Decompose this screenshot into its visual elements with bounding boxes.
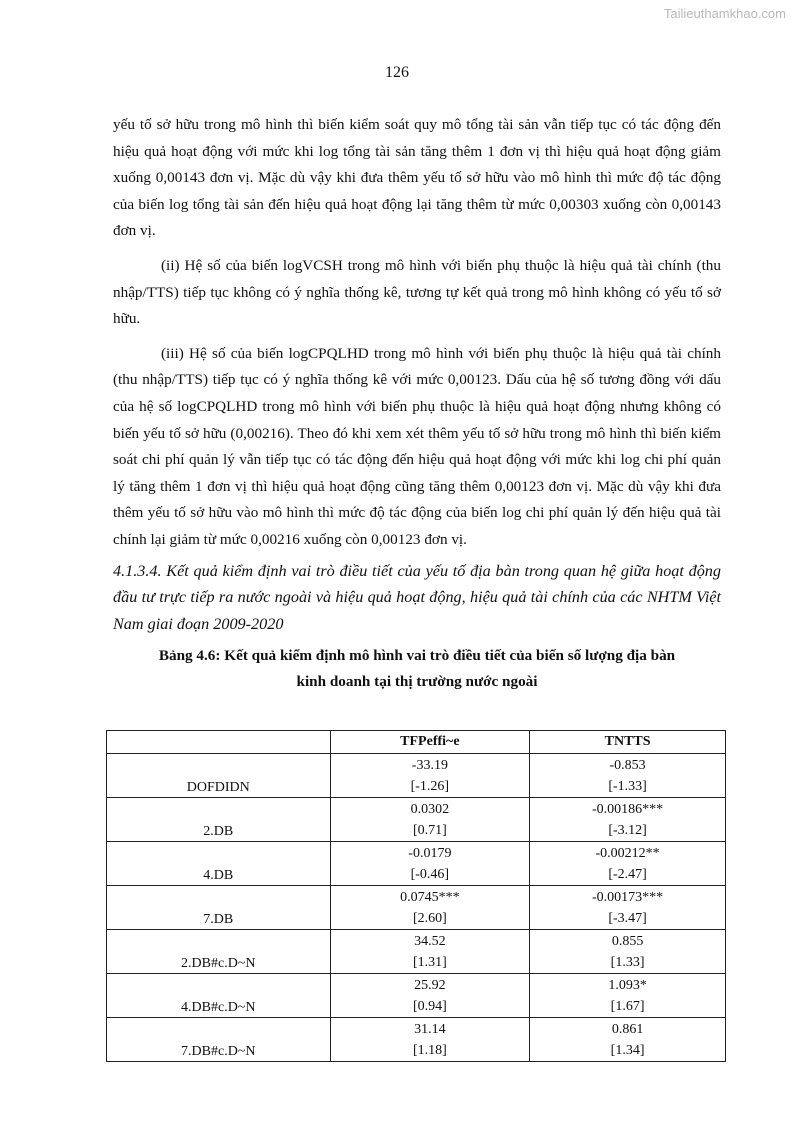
row-variable: 7.DB <box>107 886 331 930</box>
coefficient: -33.19 <box>411 757 448 773</box>
t-statistic: [1.33] <box>610 954 645 970</box>
header-variable <box>107 731 331 754</box>
cell-tntts <box>530 1018 726 1062</box>
cell-tfpeffi <box>330 886 530 930</box>
results-table <box>106 730 726 1062</box>
table-header-row <box>107 731 726 754</box>
t-statistic: [2.60] <box>412 910 447 926</box>
row-variable: 2.DB#c.D~N <box>107 930 331 974</box>
cell-tfpeffi <box>330 930 530 974</box>
cell-tfpeffi <box>330 798 530 842</box>
table-row <box>107 974 726 1018</box>
coefficient: 31.14 <box>414 1021 446 1037</box>
coefficient: -0.00173*** <box>592 889 664 905</box>
row-variable: 7.DB#c.D~N <box>107 1018 331 1062</box>
header-tfpeffi: TFPeffi~e <box>330 731 530 754</box>
table-row <box>107 798 726 842</box>
t-statistic: [1.18] <box>412 1042 447 1058</box>
row-variable: 4.DB <box>107 842 331 886</box>
t-statistic: [-0.46] <box>410 866 450 882</box>
t-statistic: [0.94] <box>412 998 447 1014</box>
table-title-line-1: Bảng 4.6: Kết quả kiểm định mô hình vai trò điều tiết của biến số lượng địa bàn <box>158 647 676 664</box>
t-statistic: [-1.33] <box>608 778 647 794</box>
cell-tfpeffi <box>330 754 530 798</box>
t-statistic: [1.31] <box>412 954 447 970</box>
row-variable: DOFDIDN <box>107 754 331 798</box>
cell-tfpeffi <box>330 842 530 886</box>
section-subheading: 4.1.3.4. Kết quả kiểm định vai trò điều tiết của yếu tố địa bàn trong quan hệ giữa hoạt động đầu tư trực tiếp ra nước ngoài và hiệu quả hoạt động, hiệu quả tài chính của các NHTM Việt Nam giai đoạn 2009-2020 <box>113 561 721 633</box>
table-row <box>107 842 726 886</box>
cell-tfpeffi <box>330 974 530 1018</box>
coefficient: -0.00212** <box>595 845 660 861</box>
table-row <box>107 930 726 974</box>
coefficient: 0.855 <box>611 933 644 949</box>
page-body <box>113 112 721 695</box>
coefficient: 1.093* <box>608 977 647 993</box>
t-statistic: [-2.47] <box>608 866 647 882</box>
cell-tntts <box>530 842 726 886</box>
row-variable: 4.DB#c.D~N <box>107 974 331 1018</box>
cell-tntts <box>530 974 726 1018</box>
coefficient: 34.52 <box>414 933 446 949</box>
header-tntts: TNTTS <box>530 731 726 754</box>
paragraph-item-iii: (iii) Hệ số của biến logCPQLHD trong mô hình với biến phụ thuộc là hiệu quả tài chính (thu nhập/TTS) tiếp tục có ý nghĩa thống kê với mức 0,00123. Dấu của hệ số tương đồng với dấu của hệ số logCPQLHD trong mô hình với biến phụ thuộc là hiệu quả hoạt động nhưng không có biến yếu tố sở hữu (0,00216). Theo đó khi xem xét thêm yếu tố sở hữu trong mô hình thì biến kiểm soát chi phí quản lý vẫn tiếp tục có tác động đến hiệu quả hoạt động với mức khi log chi phí quản lý tăng thêm 1 đơn vị thì hiệu quả hoạt động cũng tăng thêm 0,00123 đơn vị. Mặc dù vậy khi đưa thêm yếu tố sở hữu vào mô hình thì mức độ tác động của biến log chi phí quản lý đến hiệu quả tài chính lại giảm từ mức 0,00216 xuống còn 0,00123 đơn vị. <box>113 344 721 548</box>
coefficient: 0.0302 <box>410 801 450 817</box>
watermark: Tailieuthamkhao.com <box>663 6 786 21</box>
paragraph-continued: yếu tố sở hữu trong mô hình thì biến kiểm soát quy mô tổng tài sản vẫn tiếp tục có tác động đến hiệu quả hoạt động với mức khi log tổng tài sản tăng thêm 1 đơn vị thì hiệu quả hoạt động giảm xuống 0,00143 đơn vị. Mặc dù vậy khi đưa thêm yếu tố sở hữu vào mô hình thì mức độ tác động của biến log tổng tài sản đến hiệu quả hoạt động lại tăng thêm từ mức 0,00303 xuống còn 0,00143 đơn vị. <box>113 116 721 240</box>
table-title <box>113 643 721 695</box>
t-statistic: [1.67] <box>610 998 645 1014</box>
coefficient: 0.861 <box>611 1021 644 1037</box>
coefficient: -0.0179 <box>408 845 452 861</box>
t-statistic: [-3.12] <box>608 822 647 838</box>
page-number: 126 <box>385 64 409 81</box>
cell-tntts <box>530 754 726 798</box>
cell-tfpeffi <box>330 1018 530 1062</box>
coefficient: -0.00186*** <box>592 801 664 817</box>
table-row <box>107 1018 726 1062</box>
coefficient: 0.0745*** <box>400 889 460 905</box>
table-title-line-2: kinh doanh tại thị trường nước ngoài <box>296 673 538 690</box>
t-statistic: [0.71] <box>412 822 447 838</box>
cell-tntts <box>530 798 726 842</box>
row-variable: 2.DB <box>107 798 331 842</box>
cell-tntts <box>530 930 726 974</box>
t-statistic: [1.34] <box>610 1042 645 1058</box>
cell-tntts <box>530 886 726 930</box>
t-statistic: [-1.26] <box>410 778 450 794</box>
table-row <box>107 886 726 930</box>
t-statistic: [-3.47] <box>608 910 647 926</box>
coefficient: -0.853 <box>609 757 646 773</box>
table-row <box>107 754 726 798</box>
paragraph-item-ii: (ii) Hệ số của biến logVCSH trong mô hình với biến phụ thuộc là hiệu quả tài chính (thu nhập/TTS) tiếp tục không có ý nghĩa thống kê, tương tự kết quả trong mô hình không có yếu tố sở hữu. <box>113 256 721 328</box>
coefficient: 25.92 <box>414 977 446 993</box>
